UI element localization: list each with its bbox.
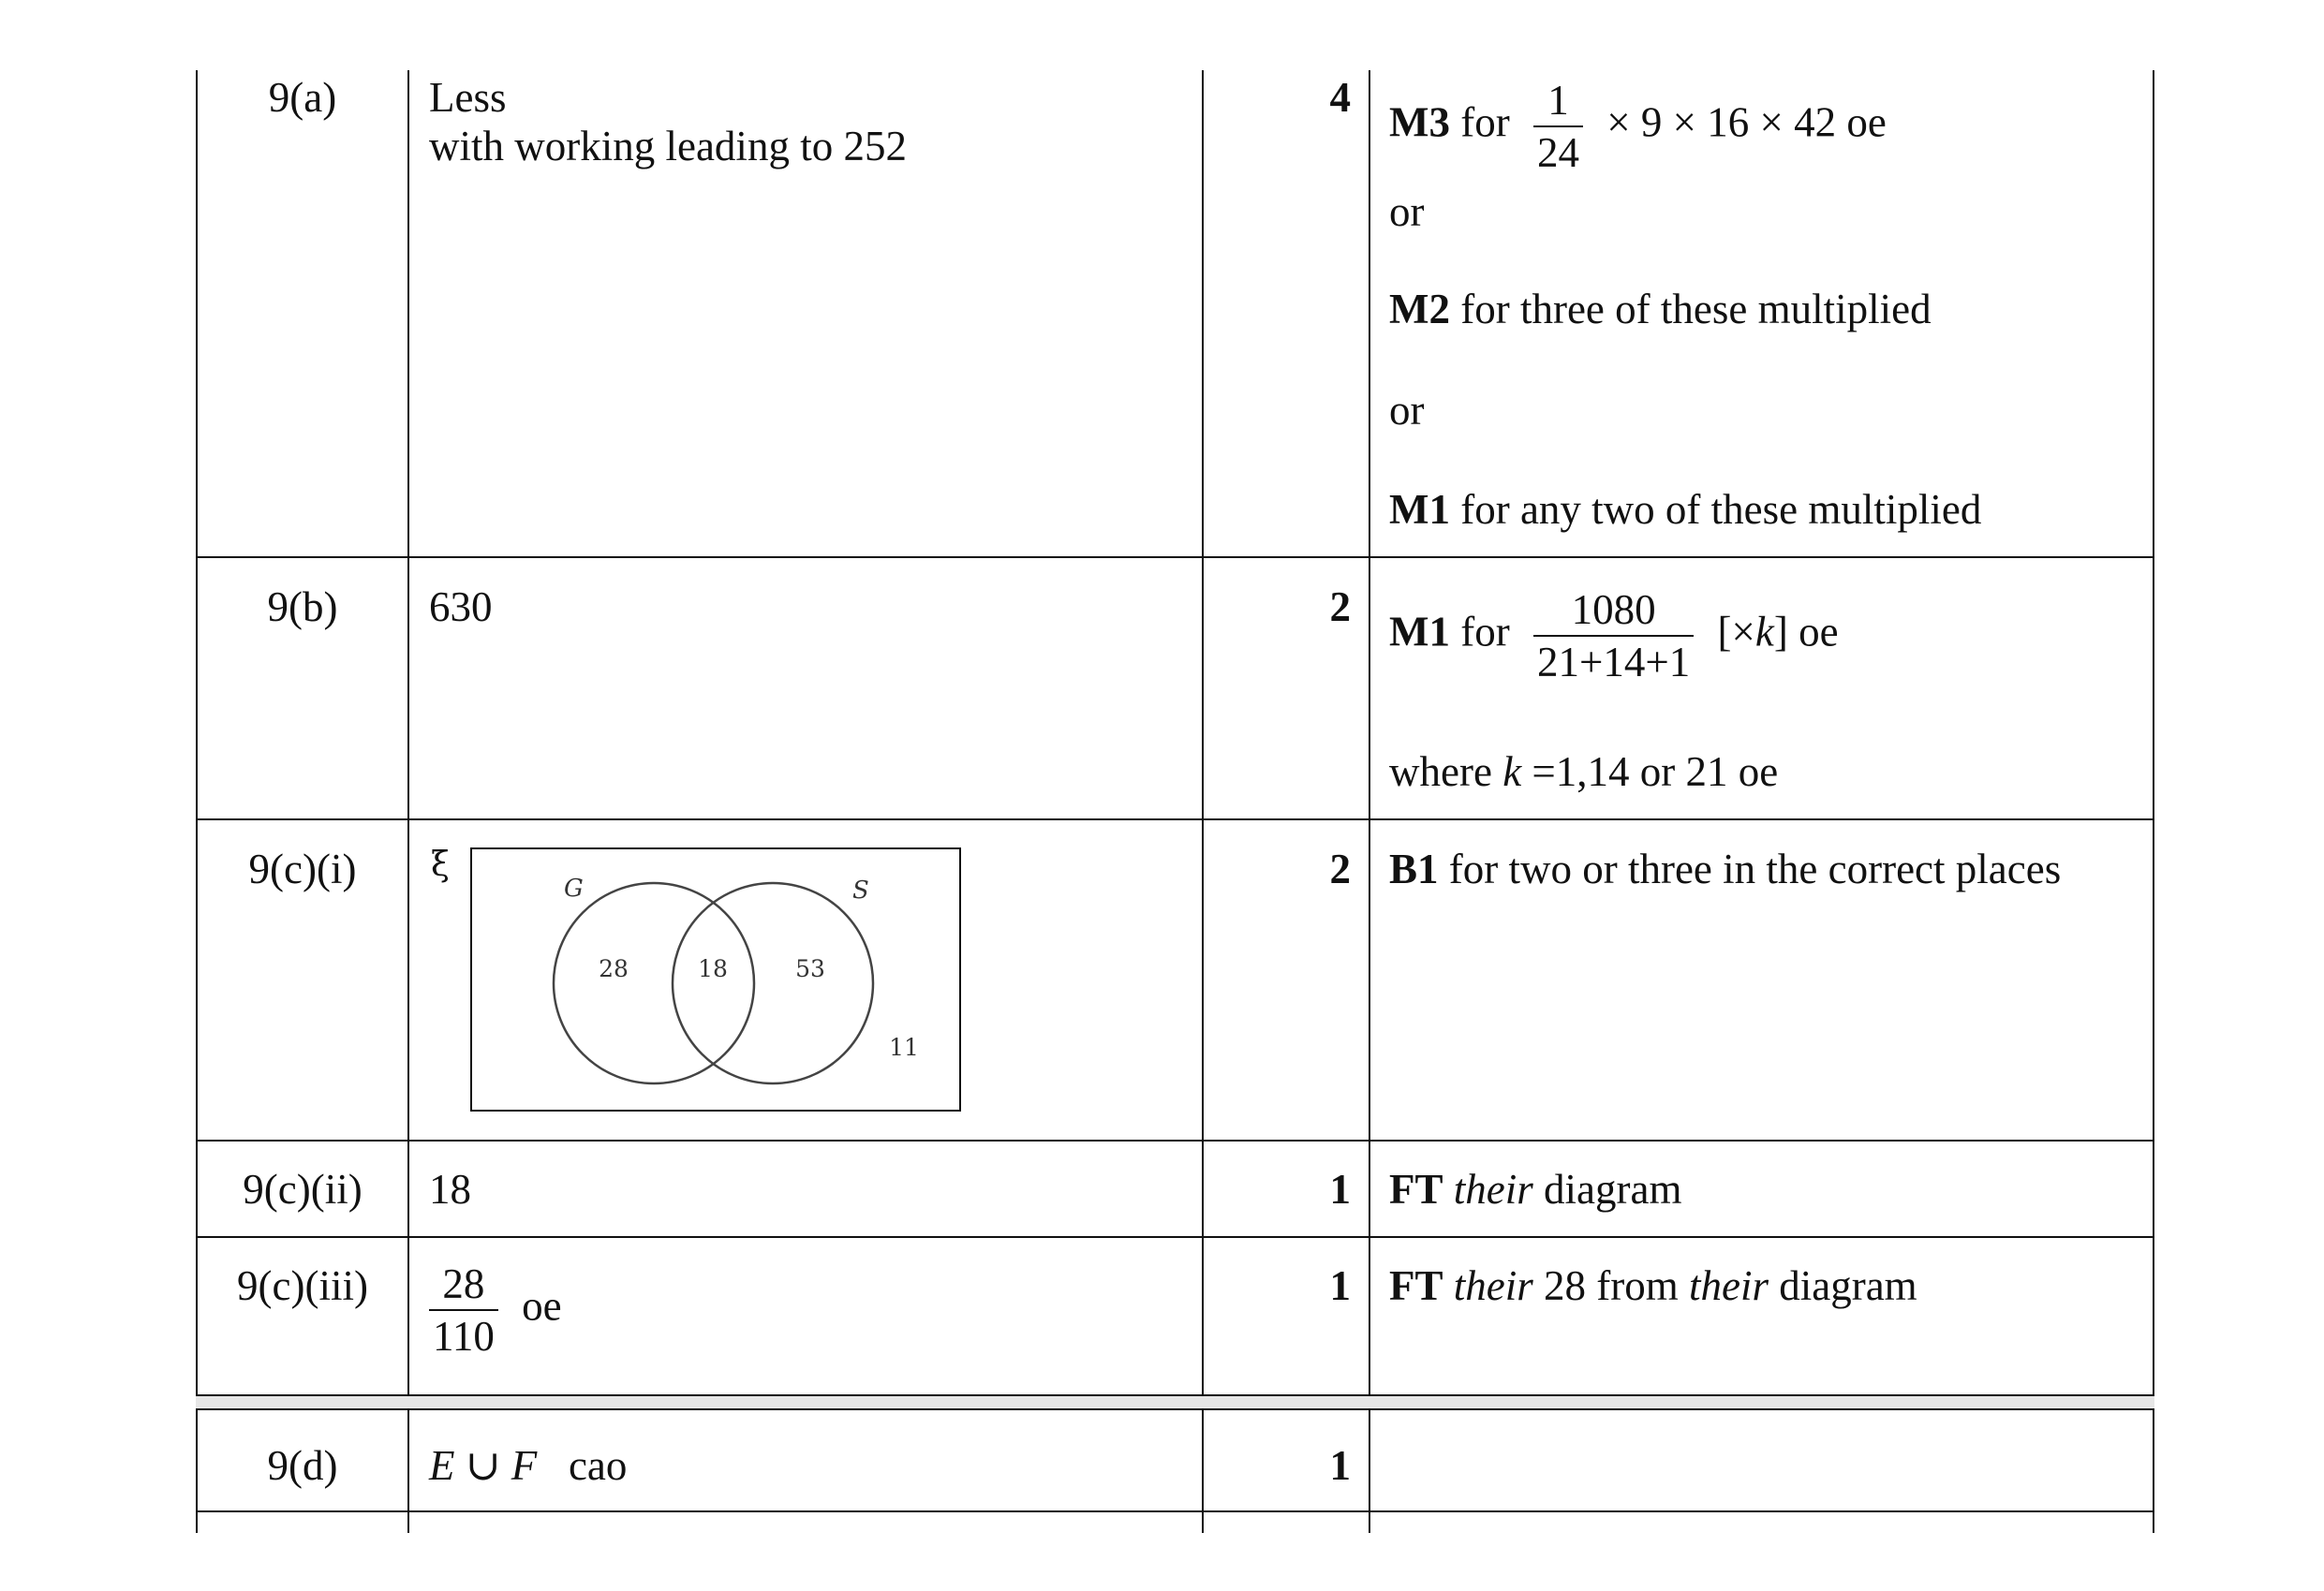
universal-set-symbol: ξ [431,846,450,884]
answer-suffix: oe [522,1282,562,1330]
mark-code: M1 [1389,486,1450,533]
row-rule [196,1236,2154,1238]
venn-diagram [431,838,974,1124]
column-rule-right [2153,70,2154,1533]
set-s-circle [673,883,873,1083]
fraction [1533,584,1694,687]
guidance-m1 [1389,584,1839,687]
marks-value: 2 [1329,583,1351,630]
fraction-denominator: 110 [429,1309,498,1362]
guidance-text: for any two of these multiplied [1460,486,1982,533]
guidance-text: 28 from [1544,1262,1679,1309]
answer-expression [429,1441,627,1490]
row-rule [196,556,2154,558]
region-intersection: 18 [698,955,728,982]
guidance-text: diagram [1779,1262,1917,1309]
fraction-numerator: 1080 [1571,586,1656,633]
set-union-expression: E ∪ F [429,1442,538,1489]
guidance-text: where [1389,748,1492,795]
set-g-label: G [564,875,584,903]
guidance-or: or [1389,387,1425,434]
answer-value: 18 [429,1166,471,1213]
guidance-m2 [1389,285,1932,333]
question-number: 9(c)(i) [248,846,357,892]
guidance-text: their [1689,1262,1769,1309]
marks-value: 4 [1329,74,1351,121]
question-number: 9(b) [267,583,338,630]
row-separator-band [196,1395,2154,1408]
row-rule [196,1510,2154,1512]
mark-code: FT [1389,1166,1443,1213]
variable-k: k [1502,748,1522,795]
region-s-only: 53 [795,955,825,982]
guidance-text: [× [1717,608,1755,656]
answer-fraction [416,1259,562,1362]
question-number: 9(a) [268,74,337,121]
question-number: 9(c)(iii) [237,1262,368,1309]
marks-value: 2 [1329,846,1351,892]
fraction [429,1259,498,1362]
set-g-circle [554,883,754,1083]
answer-suffix: cao [568,1442,628,1489]
guidance-text: =1,14 or 21 oe [1532,748,1779,795]
guidance-text: ] oe [1773,608,1839,656]
fraction-numerator: 28 [442,1260,485,1307]
fraction [1533,75,1583,178]
mark-code: M2 [1389,286,1450,332]
guidance-ft [1389,1165,1681,1214]
variable-k: k [1754,608,1774,656]
mark-code: B1 [1389,846,1439,892]
question-number: 9(c)(ii) [243,1166,363,1213]
fraction-denominator: 21+14+1 [1533,635,1694,687]
region-g-only: 28 [599,955,629,982]
guidance-text: their [1453,1166,1533,1213]
answer-value: 630 [429,583,493,630]
region-outside: 11 [889,1034,919,1061]
guidance-text: for [1460,608,1510,656]
mark-code: M3 [1389,98,1450,146]
guidance-text: for [1460,98,1510,146]
guidance-text: diagram [1544,1166,1682,1213]
guidance-where [1389,747,1778,796]
question-number: 9(d) [267,1442,338,1489]
marks-value: 1 [1329,1166,1351,1213]
marks-value: 1 [1329,1442,1351,1489]
guidance-text: for two or three in the correct places [1448,846,2062,892]
mark-code: FT [1389,1262,1443,1309]
answer-line: with working leading to 252 [429,123,907,169]
guidance-or: or [1389,188,1425,235]
row-rule [196,1140,2154,1142]
mark-code: M1 [1389,608,1450,656]
marks-value: 1 [1329,1262,1351,1309]
row-rule [196,1408,2154,1410]
row-rule [196,818,2154,820]
column-rule-question [407,70,409,1533]
set-s-label: S [852,877,869,905]
column-rule-marks [1369,70,1370,1533]
guidance-text: their [1453,1262,1533,1309]
fraction-denominator: 24 [1533,125,1583,178]
guidance-m3 [1389,75,1887,178]
answer-line: Less [429,74,507,121]
guidance-m1 [1389,485,1981,534]
guidance-text: for three of these multiplied [1460,286,1932,332]
fraction-numerator: 1 [1547,77,1569,124]
row-rule [196,1394,2154,1396]
guidance-ft [1389,1261,1917,1310]
column-rule-left [196,70,198,1533]
guidance-text: × 9 × 16 × 42 oe [1606,98,1887,146]
column-rule-answer [1202,70,1204,1533]
guidance-b1 [1389,845,2061,893]
